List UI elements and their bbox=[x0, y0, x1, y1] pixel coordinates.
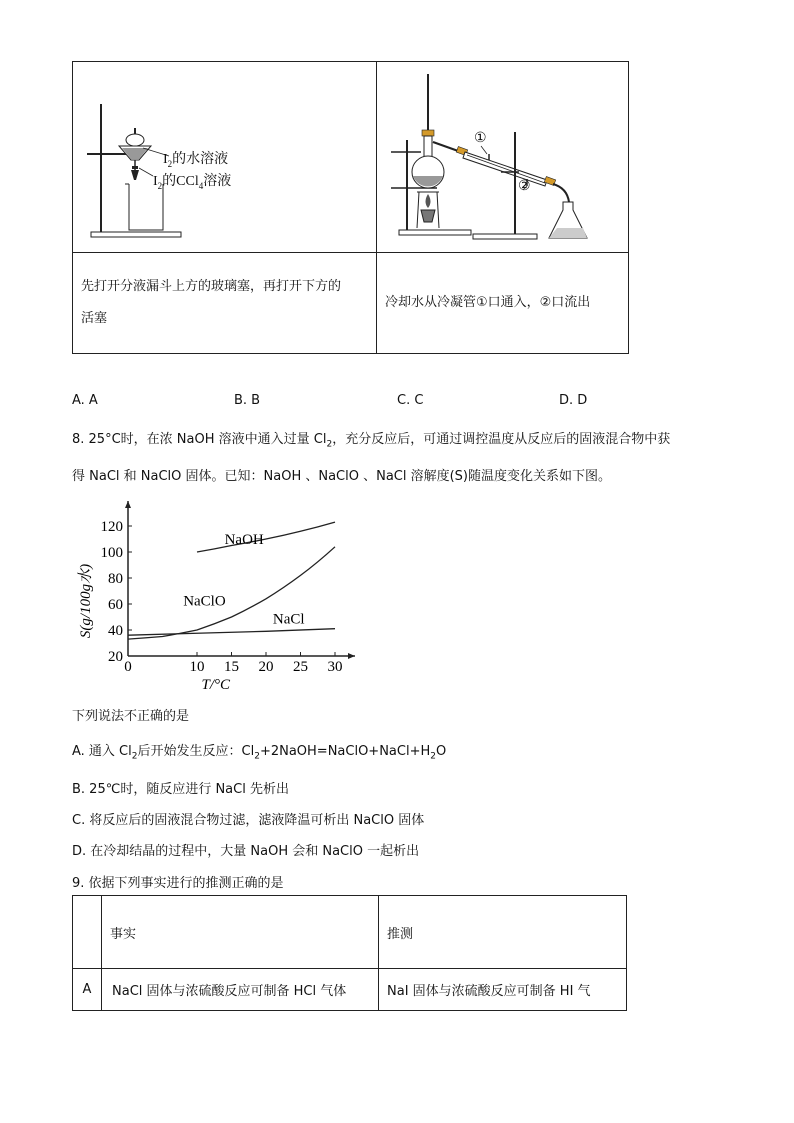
q8-stem-sub: 2 bbox=[326, 439, 333, 450]
lower-label-i: I bbox=[153, 174, 158, 189]
series-label-nacl: NaCl bbox=[272, 611, 305, 628]
q9-table bbox=[72, 895, 627, 1011]
upper-label-rest: 的水溶液 bbox=[172, 152, 229, 167]
q8-opt-a-4: O bbox=[435, 744, 447, 759]
q7-option-d: D. D bbox=[559, 393, 588, 408]
lower-label-mid: 的CCl bbox=[162, 174, 199, 189]
q8-prompt: 下列说法不正确的是 bbox=[72, 709, 190, 724]
y-tick-label: 40 bbox=[108, 623, 123, 639]
y-tick-label: 60 bbox=[108, 597, 123, 613]
upper-label-i: I bbox=[163, 152, 168, 167]
series-line-nacl bbox=[128, 629, 335, 636]
q7-left-line1: 先打开分液漏斗上方的玻璃塞，再打开下方的 bbox=[81, 279, 342, 294]
x-tick-label: 30 bbox=[327, 659, 343, 675]
x-axis-arrow bbox=[348, 653, 355, 659]
q7-right-text: 冷却水从冷凝管①口通入，②口流出 bbox=[385, 295, 591, 310]
x-tick-label: 10 bbox=[189, 659, 205, 675]
q9-header-guess-text: 推测 bbox=[387, 926, 414, 942]
series-line-naoh bbox=[197, 522, 335, 552]
x-tick-label: 15 bbox=[224, 659, 239, 675]
condenser-inlet-mark: ① bbox=[474, 131, 487, 146]
x-tick-label: 0 bbox=[124, 659, 132, 675]
series-label-naclo: NaClO bbox=[183, 593, 226, 610]
q9-row-a-fact bbox=[102, 969, 379, 1011]
q8-option-b: B. 25℃时，随反应进行 NaCl 先析出 bbox=[72, 782, 289, 797]
q7-cell-right-text bbox=[377, 253, 629, 354]
q7-option-a: A. A bbox=[72, 393, 98, 408]
y-tick-label: 100 bbox=[100, 545, 123, 561]
x-tick-label: 20 bbox=[258, 659, 274, 675]
q7-image-cell-right bbox=[377, 62, 629, 253]
lower-label-rest: 溶液 bbox=[203, 174, 232, 189]
q8-opt-a-sub1: 2 bbox=[131, 751, 138, 762]
lower-label-sub2: 4 bbox=[198, 180, 204, 191]
x-axis-label: T/°C bbox=[201, 677, 231, 693]
y-tick-label: 80 bbox=[108, 571, 123, 587]
q7-image-cell-left bbox=[73, 62, 377, 253]
q8-stem-line1 bbox=[72, 428, 670, 450]
q9-header-fact bbox=[102, 896, 379, 969]
y-axis-label: S(g/100g水) bbox=[78, 563, 94, 639]
lower-label-sub: 2 bbox=[157, 180, 163, 191]
q7-option-c: C. C bbox=[397, 393, 424, 408]
q8-opt-a-sub2: 2 bbox=[254, 751, 260, 762]
q8-stem-a: 8. 25°C时，在浓 NaOH 溶液中通入过量 Cl bbox=[72, 432, 327, 447]
q8-opt-a-3: +2NaOH=NaClO+NaCl+H bbox=[259, 744, 431, 759]
q8-stem-b: ，充分反应后，可通过调控温度从反应后的固液混合物中获 bbox=[332, 432, 671, 447]
q9-row-a-guess bbox=[379, 969, 627, 1011]
q9-row-a-guess-text: NaI 固体与浓硫酸反应可制备 HI 气 bbox=[387, 984, 591, 999]
q7-option-b: B. B bbox=[234, 393, 261, 408]
q8-opt-a-1: A. 通入 Cl bbox=[72, 744, 132, 759]
q9-row-a-label bbox=[73, 969, 102, 1011]
q8-stem-line2: 得 NaCl 和 NaClO 固体。已知：NaOH 、NaClO 、NaCl 溶解度(S)随温度变化关系如下图。 bbox=[72, 469, 612, 484]
q7-table bbox=[72, 61, 629, 354]
x-tick-label: 25 bbox=[293, 659, 308, 675]
q8-opt-a-sub3: 2 bbox=[430, 751, 436, 762]
q8-option-c: C. 将反应后的固液混合物过滤，滤液降温可析出 NaClO 固体 bbox=[72, 813, 425, 828]
q9-stem: 9. 依据下列事实进行的推测正确的是 bbox=[72, 876, 284, 891]
q7-left-line2: 活塞 bbox=[81, 311, 108, 326]
q9-header-fact-text: 事实 bbox=[110, 926, 137, 942]
y-tick-label: 20 bbox=[108, 649, 123, 665]
upper-label-sub: 2 bbox=[167, 158, 173, 169]
series-label-naoh: NaOH bbox=[224, 532, 264, 549]
upper-layer-label bbox=[163, 148, 228, 169]
q9-header-guess bbox=[379, 896, 627, 969]
distillation-apparatus bbox=[377, 62, 628, 252]
condenser-outlet-mark: ② bbox=[518, 179, 531, 194]
q9-row-a-label-text: A bbox=[82, 982, 92, 997]
q8-opt-a-2: 后开始发生反应：Cl bbox=[137, 744, 255, 759]
q8-option-a bbox=[72, 740, 446, 762]
lower-layer-label bbox=[153, 170, 231, 191]
q9-header-blank bbox=[73, 896, 102, 969]
q8-option-d: D. 在冷却结晶的过程中，大量 NaOH 会和 NaClO 一起析出 bbox=[72, 844, 420, 859]
q9-row-a-fact-text: NaCl 固体与浓硫酸反应可制备 HCl 气体 bbox=[112, 984, 347, 999]
solubility-chart bbox=[72, 498, 372, 698]
y-axis-arrow bbox=[125, 501, 131, 508]
y-tick-label: 120 bbox=[100, 519, 123, 535]
q7-cell-left-text bbox=[73, 253, 377, 354]
